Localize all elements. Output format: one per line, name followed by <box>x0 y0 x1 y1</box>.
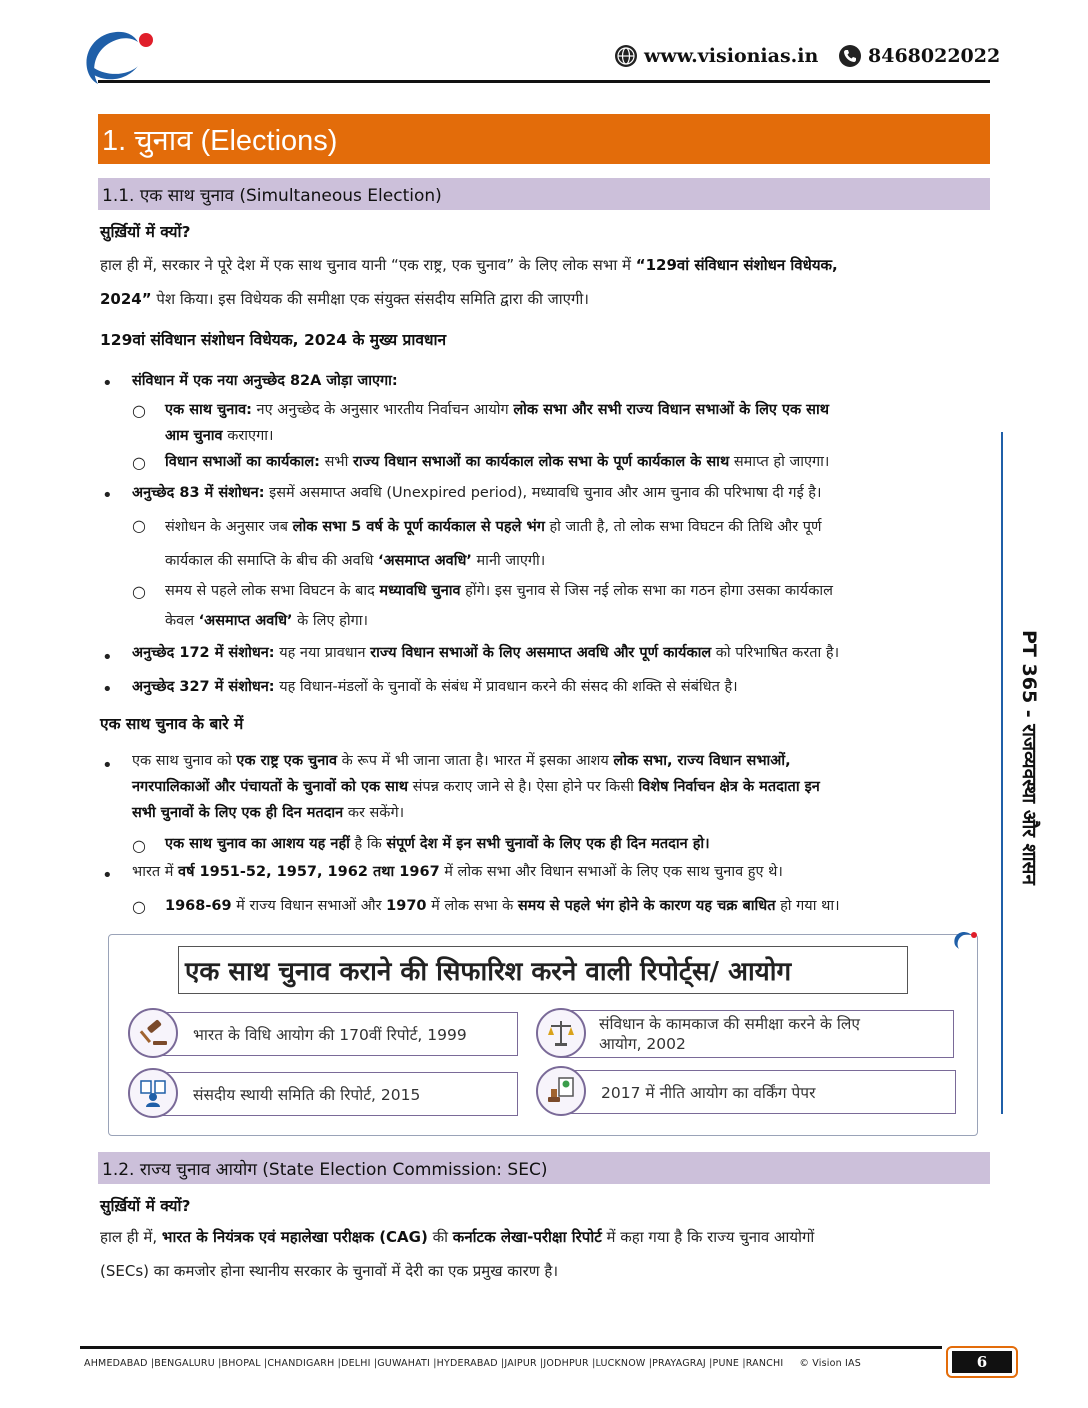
provisions-heading: 129वां संविधान संशोधन विधेयक, 2024 के मुख्य प्रावधान <box>100 331 447 349</box>
stamp-document-icon <box>536 1066 586 1116</box>
bullet-article-83: अनुच्छेद 83 में संशोधन: इसमें असमाप्त अवधि (Unexpired period), मध्यावधि चुनाव और आम चुनाव की परिभाषा दी गई है। <box>132 485 822 501</box>
sidebar-rule <box>1001 432 1003 1114</box>
bullet-article-327: अनुच्छेद 327 में संशोधन: यह विधान-मंडलों के चुनावों के संबंध में प्रावधान करने की संसद की शक्ति से संबंधित है। <box>132 679 738 695</box>
sub-bullet-simultaneous: एक साथ चुनाव: नए अनुच्छेद के अनुसार भारतीय निर्वाचन आयोग लोक सभा और सभी राज्य विधान सभाओं के लिए एक साथ आम चुनाव कराएगा। <box>165 402 829 444</box>
bullet-icon: • <box>102 865 113 886</box>
circle-bullet-icon: ○ <box>132 897 146 916</box>
section-title: 1. चुनाव (Elections) <box>98 114 990 164</box>
sub-bullet-cycle-disrupted: 1968-69 में राज्य विधान सभाओं और 1970 में लोक सभा के समय से पहले भंग होने के कारण यह चक्र बाधित हो गया था। <box>165 898 840 914</box>
sub-bullet-dissolution: संशोधन के अनुसार जब लोक सभा 5 वर्ष के पूर्ण कार्यकाल से पहले भंग हो जाती है, तो लोक सभा विघटन की तिथि और पूर्ण कार्यकाल की समाप्ति के बीच की अवधि ‘असमाप्त अवधि’ मानी जाएगी। <box>165 519 822 569</box>
circle-bullet-icon: ○ <box>132 401 146 420</box>
page-number-box <box>946 1346 1018 1378</box>
footer-cities: AHMEDABAD |BENGALURU |BHOPAL |CHANDIGARH |DELHI |GUWAHATI |HYDERABAD |JAIPUR |JODHPUR |LUCKNOW |PRAYAGRAJ |PUNE |RANCHI © Vision IAS <box>84 1358 861 1369</box>
header-divider <box>98 80 990 83</box>
committee-icon <box>128 1068 178 1118</box>
subsection-title-1-1: 1.1. एक साथ चुनाव (Simultaneous Election) <box>98 178 990 210</box>
news-paragraph: हाल ही में, सरकार ने पूरे देश में एक साथ चुनाव यानी “एक राष्ट्र, एक चुनाव” के लिए लोक सभा में “129वां संविधान संशोधन विधेयक, 2024” पेश किया। इस विधेयक की समीक्षा एक संयुक्त संसदीय समिति द्वारा की जाएगी। <box>100 256 838 308</box>
circle-bullet-icon: ○ <box>132 453 146 472</box>
report-card-niti-aayog: 2017 में नीति आयोग का वर्किंग पेपर <box>560 1070 956 1114</box>
phone-number[interactable] <box>838 42 1000 70</box>
circle-bullet-icon: ○ <box>132 836 146 855</box>
sidebar-label: PT 365 - राजव्यवस्था और शासन <box>1018 630 1040 885</box>
scales-icon <box>536 1008 586 1058</box>
bullet-icon: • <box>102 485 113 506</box>
sec-paragraph: हाल ही में, भारत के नियंत्रक एवं महालेखा परीक्षक (CAG) की कर्नाटक लेखा-परीक्षा रिपोर्ट में कहा गया है कि राज्य चुनाव आयोगों (SECs) का कमजोर होना स्थानीय सरकार के चुनावों में देरी का एक प्रमुख कारण है। <box>100 1228 815 1280</box>
sub-bullet-not-same-day: एक साथ चुनाव का आशय यह नहीं है कि संपूर्ण देश में इन सभी चुनावों के लिए एक ही दिन मतदान हो। <box>165 836 710 852</box>
infographic-logo <box>952 930 978 954</box>
page-number: 6 <box>952 1351 1012 1373</box>
bullet-icon: • <box>102 647 113 668</box>
infographic-title: एक साथ चुनाव कराने की सिफारिश करने वाली रिपोर्ट्स/ आयोग <box>178 946 908 994</box>
news-heading: सुर्ख़ियों में क्यों? <box>100 223 191 241</box>
bullet-history: भारत में वर्ष 1951-52, 1957, 1962 तथा 1967 में लोक सभा और विधान सभाओं के लिए एक साथ चुनाव हुए थे। <box>132 864 783 880</box>
bullet-icon: • <box>102 755 113 776</box>
bullet-article-82a: संविधान में एक नया अनुच्छेद 82A जोड़ा जाएगा: <box>132 373 398 389</box>
circle-bullet-icon: ○ <box>132 582 146 601</box>
report-card-constitution-review: संविधान के कामकाज की समीक्षा करने के लिए आयोग, 2002 <box>560 1010 954 1058</box>
website-text: www.visionias.in <box>644 45 819 67</box>
about-heading: एक साथ चुनाव के बारे में <box>100 715 244 733</box>
website-link[interactable] <box>614 42 818 70</box>
circle-bullet-icon: ○ <box>132 516 146 535</box>
news-heading-1-2: सुर्ख़ियों में क्यों? <box>100 1197 191 1215</box>
bullet-article-172: अनुच्छेद 172 में संशोधन: यह नया प्रावधान राज्य विधान सभाओं के लिए असमाप्त अवधि और पूर्ण कार्यकाल को परिभाषित करता है। <box>132 645 840 661</box>
bullet-icon: • <box>102 373 113 394</box>
subsection-title-1-2: 1.2. राज्य चुनाव आयोग (State Election Commission: SEC) <box>98 1152 990 1184</box>
gavel-icon <box>128 1008 178 1058</box>
phone-text: 8468022022 <box>868 45 1001 67</box>
globe-icon <box>614 44 638 68</box>
sub-bullet-tenure: विधान सभाओं का कार्यकाल: सभी राज्य विधान सभाओं का कार्यकाल लोक सभा के पूर्ण कार्यकाल के साथ समाप्त हो जाएगा। <box>165 454 830 470</box>
bullet-icon: • <box>102 679 113 700</box>
bullet-one-nation-one-election: एक साथ चुनाव को एक राष्ट्र एक चुनाव के रूप में भी जाना जाता है। भारत में इसका आशय लोक सभा, राज्य विधान सभाओं, नगरपालिकाओं और पंचायतों के चुनावों को एक साथ संपन्न कराए जाने से है। ऐसा होने पर किसी विशेष निर्वाचन क्षेत्र के मतदाता इन सभी चुनावों के लिए एक ही दिन मतदान कर सकेंगे। <box>132 753 820 821</box>
vision-ias-logo <box>80 26 160 88</box>
sub-bullet-midterm: समय से पहले लोक सभा विघटन के बाद मध्यावधि चुनाव होंगे। इस चुनाव से जिस नई लोक सभा का गठन होगा उसका कार्यकाल केवल ‘असमाप्त अवधि’ के लिए होगा। <box>165 583 833 629</box>
footer-copyright: © Vision IAS <box>799 1358 861 1369</box>
report-card-law-commission: भारत के विधि आयोग की 170वीं रिपोर्ट, 1999 <box>152 1012 518 1056</box>
footer-divider <box>80 1346 942 1349</box>
report-card-parliamentary-committee: संसदीय स्थायी समिति की रिपोर्ट, 2015 <box>152 1072 518 1116</box>
phone-icon <box>838 44 862 68</box>
